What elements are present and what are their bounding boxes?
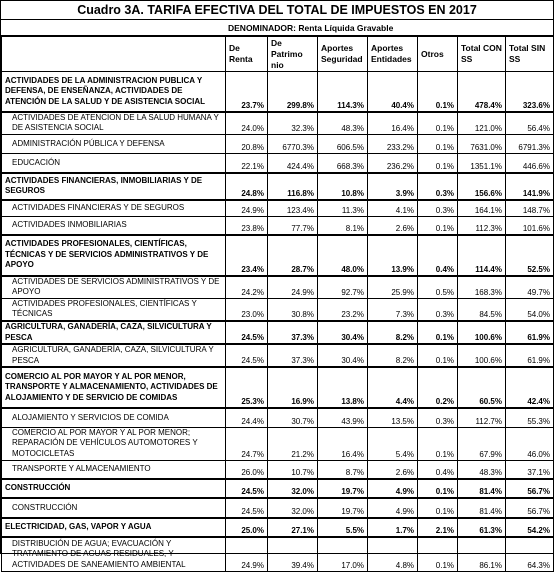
- cell-total-con-ss: 84.5%: [458, 298, 506, 321]
- cell-aportes-seguridad: 16.4%: [318, 427, 368, 460]
- cell-de-renta: 20.8%: [226, 135, 268, 154]
- table-row: [2, 408, 554, 427]
- cell-total-sin-ss: 49.7%: [506, 276, 554, 299]
- table-row: [2, 367, 554, 408]
- cell-aportes-entidades: 4.9%: [368, 479, 418, 498]
- row-label: EDUCACIÓN: [2, 154, 226, 173]
- cell-de-renta: 25.0%: [226, 518, 268, 537]
- cell-otros: 0.1%: [418, 217, 458, 235]
- cell-otros: 0.2%: [418, 367, 458, 408]
- cell-aportes-seguridad: 48.3%: [318, 112, 368, 135]
- cell-de-renta: 22.1%: [226, 154, 268, 173]
- cell-de-patrimonio: 10.7%: [268, 460, 318, 479]
- cell-total-sin-ss: 64.3%: [506, 537, 554, 571]
- cell-de-patrimonio: 424.4%: [268, 154, 318, 173]
- table-row: [2, 235, 554, 276]
- cell-otros: 0.1%: [418, 498, 458, 518]
- row-label: ACTIVIDADES FINANCIERAS Y DE SEGUROS: [2, 200, 226, 217]
- cell-de-renta: 24.9%: [226, 537, 268, 571]
- cell-de-renta: 23.7%: [226, 72, 268, 112]
- cell-aportes-entidades: 1.7%: [368, 518, 418, 537]
- cell-de-patrimonio: 77.7%: [268, 217, 318, 235]
- header-total-sin-ss: Total SIN SS: [506, 37, 554, 72]
- cell-total-con-ss: 7631.0%: [458, 135, 506, 154]
- cell-total-sin-ss: 61.9%: [506, 344, 554, 367]
- header-aportes-entidades: Aportes Entidades: [368, 37, 418, 72]
- cell-aportes-seguridad: 5.5%: [318, 518, 368, 537]
- cell-de-renta: 24.7%: [226, 427, 268, 460]
- denominator-row: [1, 20, 553, 36]
- cell-otros: 0.5%: [418, 276, 458, 299]
- cell-de-patrimonio: 32.0%: [268, 479, 318, 498]
- row-label: CONSTRUCCIÓN: [2, 498, 226, 518]
- cell-de-renta: 24.5%: [226, 479, 268, 498]
- cell-de-patrimonio: 30.7%: [268, 408, 318, 427]
- cell-total-sin-ss: 54.2%: [506, 518, 554, 537]
- table-row: [2, 217, 554, 235]
- cell-total-sin-ss: 52.5%: [506, 235, 554, 276]
- cell-otros: 0.1%: [418, 537, 458, 571]
- cell-de-patrimonio: 39.4%: [268, 537, 318, 571]
- cell-otros: 0.1%: [418, 427, 458, 460]
- row-label: ACTIVIDADES FINANCIERAS, INMOBILIARIAS Y DE SEGUROS: [2, 173, 226, 200]
- cell-de-patrimonio: 28.7%: [268, 235, 318, 276]
- cell-otros: 0.1%: [418, 112, 458, 135]
- row-label: ADMINISTRACIÓN PÚBLICA Y DEFENSA: [2, 135, 226, 154]
- cell-aportes-seguridad: 10.8%: [318, 173, 368, 200]
- cell-aportes-entidades: 25.9%: [368, 276, 418, 299]
- table-row: [2, 427, 554, 460]
- cell-aportes-seguridad: 43.9%: [318, 408, 368, 427]
- cell-total-con-ss: 100.6%: [458, 321, 506, 344]
- row-label: ACTIVIDADES PROFESIONALES, CIENTÍFICAS Y TÉCNICAS: [2, 298, 226, 321]
- cell-de-renta: 23.4%: [226, 235, 268, 276]
- cell-aportes-seguridad: 48.0%: [318, 235, 368, 276]
- cell-otros: 0.1%: [418, 479, 458, 498]
- table-row: [2, 276, 554, 299]
- header-label-col: [2, 37, 226, 72]
- cell-total-con-ss: 81.4%: [458, 498, 506, 518]
- cell-aportes-entidades: 3.9%: [368, 173, 418, 200]
- cell-de-patrimonio: 16.9%: [268, 367, 318, 408]
- cell-total-sin-ss: 54.0%: [506, 298, 554, 321]
- cell-total-con-ss: 164.1%: [458, 200, 506, 217]
- cell-aportes-entidades: 4.4%: [368, 367, 418, 408]
- table-title: Cuadro 3A. TARIFA EFECTIVA DEL TOTAL DE IMPUESTOS EN 2017: [1, 1, 553, 20]
- table-row: [2, 173, 554, 200]
- cell-otros: 0.1%: [418, 154, 458, 173]
- cell-aportes-seguridad: 8.1%: [318, 217, 368, 235]
- cell-de-renta: 25.3%: [226, 367, 268, 408]
- cell-otros: 0.1%: [418, 135, 458, 154]
- row-label: ACTIVIDADES PROFESIONALES, CIENTÍFICAS, TÉCNICAS Y DE SERVICIOS ADMINISTRATIVOS Y DE APOYO: [2, 235, 226, 276]
- cell-aportes-entidades: 4.9%: [368, 498, 418, 518]
- row-label: ELECTRICIDAD, GAS, VAPOR Y AGUA: [2, 518, 226, 537]
- table-row: [2, 498, 554, 518]
- cell-total-sin-ss: 56.4%: [506, 112, 554, 135]
- row-label: ACTIVIDADES DE ATENCION DE LA SALUD HUMANA Y DE ASISTENCIA SOCIAL: [2, 112, 226, 135]
- table-row: [2, 460, 554, 479]
- table-row: [2, 537, 554, 571]
- denominator-label: DENOMINADOR: Renta Líquida Gravable: [228, 23, 394, 33]
- cell-aportes-entidades: 4.1%: [368, 200, 418, 217]
- cell-otros: 2.1%: [418, 518, 458, 537]
- header-otros: Otros: [418, 37, 458, 72]
- cell-de-patrimonio: 27.1%: [268, 518, 318, 537]
- row-label: TRANSPORTE Y ALMACENAMIENTO: [2, 460, 226, 479]
- cell-total-con-ss: 60.5%: [458, 367, 506, 408]
- cell-total-con-ss: 100.6%: [458, 344, 506, 367]
- table-row: [2, 344, 554, 367]
- cell-aportes-entidades: 16.4%: [368, 112, 418, 135]
- row-label: ALOJAMIENTO Y SERVICIOS DE COMIDA: [2, 408, 226, 427]
- cell-otros: 0.3%: [418, 408, 458, 427]
- cell-de-renta: 23.0%: [226, 298, 268, 321]
- row-label: COMERCIO AL POR MAYOR Y AL POR MENOR; REPARACIÓN DE VEHÍCULOS AUTOMOTORES Y MOTOCICLETAS: [2, 427, 226, 460]
- cell-total-sin-ss: 141.9%: [506, 173, 554, 200]
- cell-total-con-ss: 114.4%: [458, 235, 506, 276]
- cell-total-sin-ss: 42.4%: [506, 367, 554, 408]
- cell-otros: 0.3%: [418, 173, 458, 200]
- cell-de-renta: 24.0%: [226, 112, 268, 135]
- cell-total-con-ss: 112.3%: [458, 217, 506, 235]
- cell-de-patrimonio: 123.4%: [268, 200, 318, 217]
- cell-total-con-ss: 156.6%: [458, 173, 506, 200]
- cell-total-con-ss: 67.9%: [458, 427, 506, 460]
- cell-total-con-ss: 112.7%: [458, 408, 506, 427]
- cell-aportes-entidades: 4.8%: [368, 537, 418, 571]
- row-label: CONSTRUCCIÓN: [2, 479, 226, 498]
- cell-total-sin-ss: 46.0%: [506, 427, 554, 460]
- cell-de-renta: 26.0%: [226, 460, 268, 479]
- cell-aportes-entidades: 236.2%: [368, 154, 418, 173]
- cell-de-patrimonio: 32.0%: [268, 498, 318, 518]
- cell-total-sin-ss: 148.7%: [506, 200, 554, 217]
- cell-otros: 0.1%: [418, 344, 458, 367]
- table-row: [2, 72, 554, 112]
- cell-de-patrimonio: 37.3%: [268, 344, 318, 367]
- cell-de-renta: 24.2%: [226, 276, 268, 299]
- cell-de-renta: 24.5%: [226, 321, 268, 344]
- cell-de-renta: 24.5%: [226, 498, 268, 518]
- table-row: [2, 112, 554, 135]
- cell-de-renta: 24.4%: [226, 408, 268, 427]
- cell-aportes-seguridad: 19.7%: [318, 479, 368, 498]
- cell-total-con-ss: 81.4%: [458, 479, 506, 498]
- cell-total-con-ss: 1351.1%: [458, 154, 506, 173]
- header-aportes-seguridad: Aportes Seguridad: [318, 37, 368, 72]
- cell-de-patrimonio: 6770.3%: [268, 135, 318, 154]
- row-label: AGRICULTURA, GANADERÍA, CAZA, SILVICULTURA Y PESCA: [2, 321, 226, 344]
- row-label: DISTRIBUCIÓN DE AGUA; EVACUACIÓN Y TRATAMIENTO DE AGUAS RESIDUALES, Y ACTIVIDADES DE SANEAMIENTO AMBIENTAL: [2, 537, 226, 571]
- cell-total-con-ss: 168.3%: [458, 276, 506, 299]
- row-label: ACTIVIDADES INMOBILIARIAS: [2, 217, 226, 235]
- cell-otros: 0.1%: [418, 72, 458, 112]
- header-de-patrimonio: De Patrimo nio: [268, 37, 318, 72]
- header-total-con-ss: Total CON SS: [458, 37, 506, 72]
- cell-total-sin-ss: 56.7%: [506, 479, 554, 498]
- cell-total-sin-ss: 323.6%: [506, 72, 554, 112]
- cell-de-patrimonio: 116.8%: [268, 173, 318, 200]
- header-row: [2, 37, 554, 72]
- table-row: [2, 518, 554, 537]
- cell-de-patrimonio: 37.3%: [268, 321, 318, 344]
- cell-de-patrimonio: 24.9%: [268, 276, 318, 299]
- cell-aportes-entidades: 7.3%: [368, 298, 418, 321]
- cell-aportes-entidades: 5.4%: [368, 427, 418, 460]
- cell-total-sin-ss: 101.6%: [506, 217, 554, 235]
- cell-de-renta: 24.9%: [226, 200, 268, 217]
- row-label: ACTIVIDADES DE SERVICIOS ADMINISTRATIVOS Y DE APOYO: [2, 276, 226, 299]
- cell-total-sin-ss: 37.1%: [506, 460, 554, 479]
- cell-total-con-ss: 478.4%: [458, 72, 506, 112]
- row-label: COMERCIO AL POR MAYOR Y AL POR MENOR, TRANSPORTE Y ALMACENAMIENTO, ACTIVIDADES DE ALOJAMIENTO Y DE SERVICIO DE COMIDAS: [2, 367, 226, 408]
- table-row: [2, 298, 554, 321]
- cell-otros: 0.4%: [418, 460, 458, 479]
- cell-aportes-seguridad: 30.4%: [318, 344, 368, 367]
- cell-aportes-entidades: 8.2%: [368, 321, 418, 344]
- cell-de-patrimonio: 299.8%: [268, 72, 318, 112]
- cell-otros: 0.4%: [418, 235, 458, 276]
- cell-total-sin-ss: 56.7%: [506, 498, 554, 518]
- table-row: [2, 479, 554, 498]
- cell-total-con-ss: 48.3%: [458, 460, 506, 479]
- cell-total-con-ss: 121.0%: [458, 112, 506, 135]
- cell-otros: 0.3%: [418, 298, 458, 321]
- table-row: [2, 321, 554, 344]
- cell-aportes-seguridad: 11.3%: [318, 200, 368, 217]
- cell-aportes-entidades: 13.9%: [368, 235, 418, 276]
- cell-de-patrimonio: 30.8%: [268, 298, 318, 321]
- table-row: [2, 200, 554, 217]
- cell-aportes-entidades: 8.2%: [368, 344, 418, 367]
- cell-aportes-seguridad: 92.7%: [318, 276, 368, 299]
- cell-de-renta: 24.5%: [226, 344, 268, 367]
- header-de-renta: De Renta: [226, 37, 268, 72]
- cell-de-renta: 24.8%: [226, 173, 268, 200]
- cell-otros: 0.3%: [418, 200, 458, 217]
- cell-aportes-seguridad: 17.0%: [318, 537, 368, 571]
- cell-total-con-ss: 86.1%: [458, 537, 506, 571]
- cell-aportes-entidades: 233.2%: [368, 135, 418, 154]
- table-row: [2, 135, 554, 154]
- cell-aportes-seguridad: 19.7%: [318, 498, 368, 518]
- row-label: AGRICULTURA, GANADERÍA, CAZA, SILVICULTURA Y PESCA: [2, 344, 226, 367]
- row-label: ACTIVIDADES DE LA ADMINISTRACION PUBLICA Y DEFENSA, DE ENSEÑANZA, ACTIVIDADES DE ATENCIÓN DE LA SALUD Y DE ASISTENCIA SOCIAL: [2, 72, 226, 112]
- tax-table: [1, 36, 554, 572]
- cell-total-sin-ss: 55.3%: [506, 408, 554, 427]
- cell-aportes-seguridad: 23.2%: [318, 298, 368, 321]
- cell-otros: 0.1%: [418, 321, 458, 344]
- cell-aportes-seguridad: 114.3%: [318, 72, 368, 112]
- cell-aportes-seguridad: 30.4%: [318, 321, 368, 344]
- cell-total-con-ss: 61.3%: [458, 518, 506, 537]
- cell-total-sin-ss: 6791.3%: [506, 135, 554, 154]
- cell-aportes-entidades: 40.4%: [368, 72, 418, 112]
- cell-de-renta: 23.8%: [226, 217, 268, 235]
- cell-de-patrimonio: 21.2%: [268, 427, 318, 460]
- cell-aportes-seguridad: 8.7%: [318, 460, 368, 479]
- cell-total-sin-ss: 61.9%: [506, 321, 554, 344]
- cell-aportes-seguridad: 606.5%: [318, 135, 368, 154]
- cell-aportes-entidades: 2.6%: [368, 217, 418, 235]
- table-row: [2, 154, 554, 173]
- cell-aportes-entidades: 13.5%: [368, 408, 418, 427]
- cell-aportes-entidades: 2.6%: [368, 460, 418, 479]
- cell-de-patrimonio: 32.3%: [268, 112, 318, 135]
- cell-aportes-seguridad: 668.3%: [318, 154, 368, 173]
- cell-aportes-seguridad: 13.8%: [318, 367, 368, 408]
- cell-total-sin-ss: 446.6%: [506, 154, 554, 173]
